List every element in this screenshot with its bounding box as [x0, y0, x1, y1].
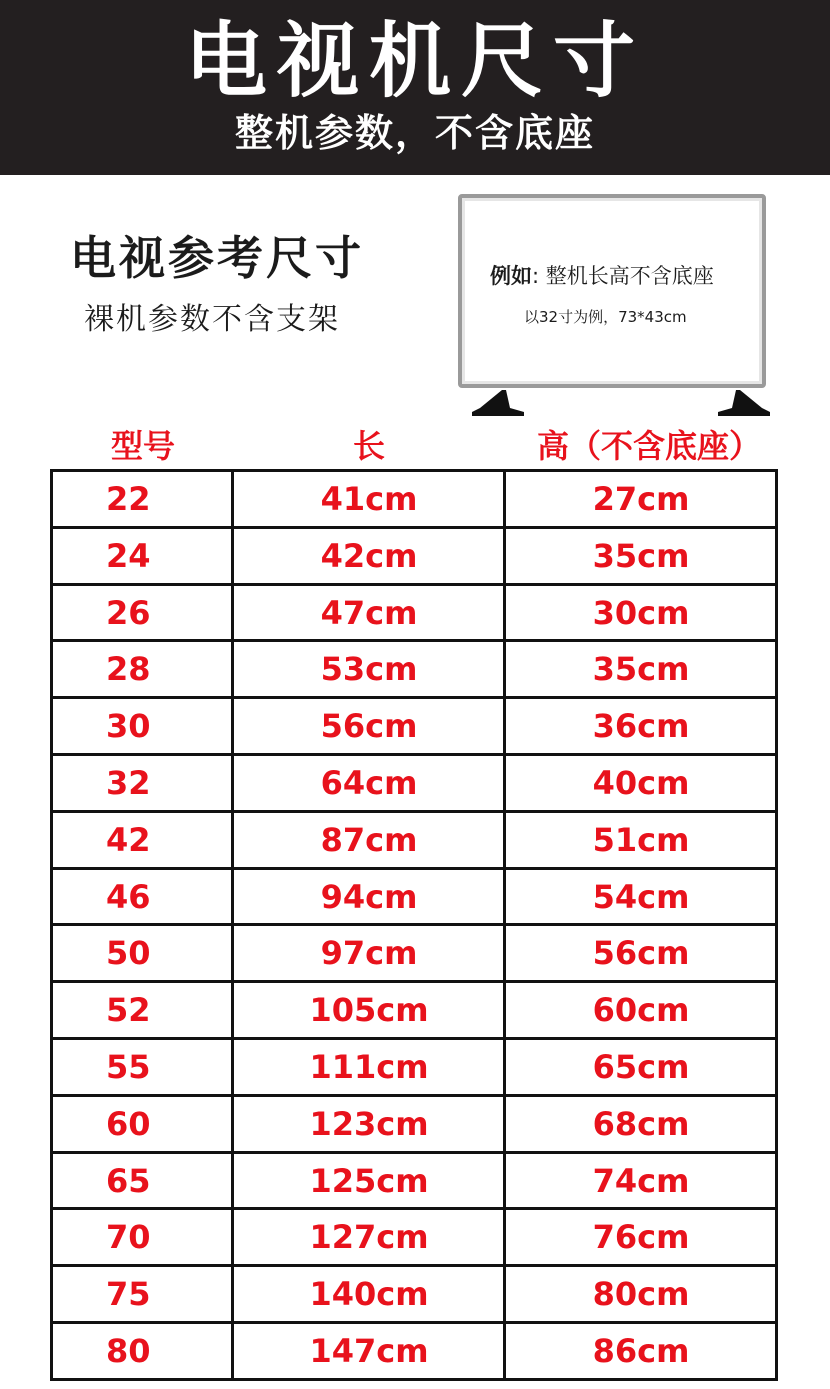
height-cell: 51cm	[592, 820, 690, 859]
model-cell: 26	[106, 593, 151, 632]
model-cell: 65	[106, 1161, 151, 1200]
model-cell: 55	[106, 1048, 151, 1086]
table-grid-line	[50, 1321, 778, 1324]
length-cell: 127cm	[309, 1218, 429, 1257]
column-header-model: 型号	[110, 427, 175, 465]
table-grid-line	[50, 469, 53, 1380]
model-cell: 28	[106, 650, 151, 689]
length-cell: 123cm	[309, 1104, 429, 1143]
height-cell: 54cm	[592, 877, 690, 916]
height-cell: 35cm	[592, 536, 690, 575]
table-grid-line	[50, 753, 778, 756]
table-grid-line	[50, 696, 778, 699]
reference-subtitle: 裸机参数不含支架	[84, 302, 340, 337]
tv-illustration	[458, 194, 766, 388]
length-cell: 111cm	[309, 1048, 429, 1086]
table-grid-line	[50, 980, 778, 983]
model-cell: 52	[106, 991, 151, 1030]
height-cell: 76cm	[592, 1218, 690, 1257]
table-grid-line	[50, 1094, 778, 1097]
length-cell: 87cm	[320, 820, 418, 859]
tv-example-note: 以32寸为例，73*43cm	[524, 308, 687, 326]
length-cell: 47cm	[320, 593, 418, 632]
table-grid-line	[50, 1207, 778, 1210]
table-grid-line	[50, 526, 778, 529]
model-cell: 70	[106, 1218, 151, 1257]
table-grid-line	[50, 583, 778, 586]
model-cell: 24	[106, 536, 151, 575]
table-grid-line	[775, 469, 778, 1380]
table-grid-line	[50, 923, 778, 926]
model-cell: 22	[106, 480, 151, 518]
model-cell: 75	[106, 1275, 151, 1314]
table-grid-line	[50, 639, 778, 642]
height-cell: 60cm	[592, 991, 690, 1030]
model-cell: 46	[106, 877, 151, 916]
reference-title: 电视参考尺寸	[70, 231, 364, 285]
header-banner	[0, 0, 830, 175]
height-cell: 40cm	[592, 764, 690, 802]
length-cell: 64cm	[320, 764, 418, 802]
tv-example-description: : 整机长高不含底座	[532, 264, 714, 288]
table-grid-line	[50, 469, 778, 472]
tv-stand-right-icon	[714, 390, 770, 416]
height-cell: 36cm	[592, 707, 690, 746]
table-grid-line	[50, 867, 778, 870]
length-cell: 140cm	[309, 1275, 429, 1314]
height-cell: 30cm	[592, 593, 690, 632]
model-cell: 60	[106, 1104, 151, 1143]
length-cell: 41cm	[320, 480, 418, 518]
length-cell: 94cm	[320, 877, 418, 916]
table-grid-line	[50, 1264, 778, 1267]
length-cell: 97cm	[320, 934, 418, 973]
tv-example-text	[490, 260, 714, 290]
table-grid-line	[50, 810, 778, 813]
model-cell: 30	[106, 707, 151, 746]
height-cell: 56cm	[592, 934, 690, 973]
length-cell: 42cm	[320, 536, 418, 575]
tv-stand-left-icon	[472, 390, 528, 416]
length-cell: 147cm	[309, 1332, 429, 1370]
column-header-height: 高（不含底座）	[536, 427, 761, 465]
height-cell: 86cm	[592, 1332, 690, 1370]
table-grid-line	[231, 469, 234, 1380]
length-cell: 56cm	[320, 707, 418, 746]
height-cell: 74cm	[592, 1161, 690, 1200]
height-cell: 68cm	[592, 1104, 690, 1143]
height-cell: 65cm	[592, 1048, 690, 1086]
model-cell: 42	[106, 820, 151, 859]
length-cell: 53cm	[320, 650, 418, 689]
table-grid-line	[50, 1037, 778, 1040]
column-header-length: 长	[352, 427, 385, 465]
page-title: 电视机尺寸	[184, 14, 645, 109]
table-grid-line	[50, 1151, 778, 1154]
length-cell: 125cm	[309, 1161, 429, 1200]
height-cell: 27cm	[592, 480, 690, 518]
model-cell: 32	[106, 764, 151, 802]
model-cell: 50	[106, 934, 151, 973]
table-grid-line	[503, 469, 506, 1380]
table-grid-line	[50, 1378, 778, 1381]
length-cell: 105cm	[309, 991, 429, 1030]
page-subtitle: 整机参数，不含底座	[234, 111, 595, 155]
height-cell: 80cm	[592, 1275, 690, 1314]
tv-example-label: 例如	[490, 264, 532, 288]
height-cell: 35cm	[592, 650, 690, 689]
model-cell: 80	[106, 1332, 151, 1370]
